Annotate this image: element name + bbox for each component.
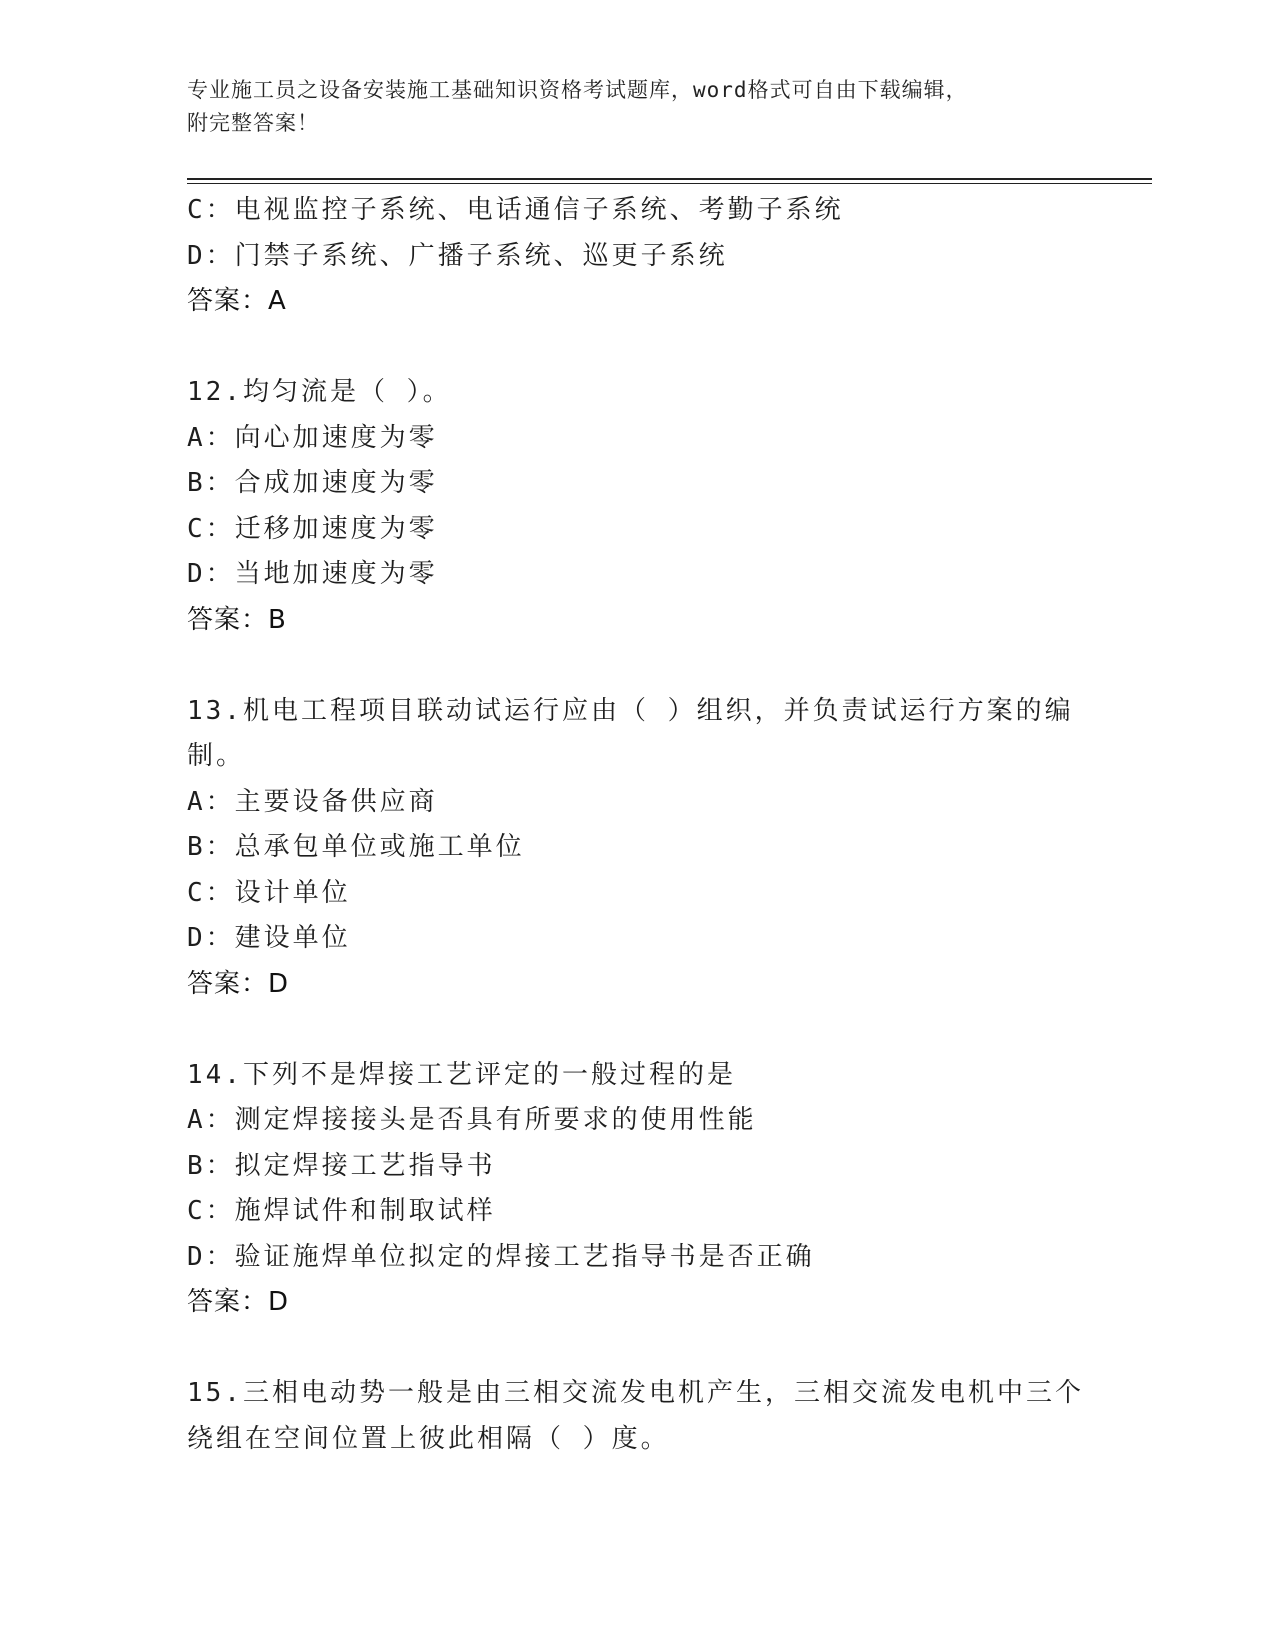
question-stem: 13.机电工程项目联动试运行应由（ ）组织，并负责试运行方案的编 [187, 695, 1074, 726]
spacer [187, 643, 1087, 689]
question-stem: 15.三相电动势一般是由三相交流发电机产生，三相交流发电机中三个 [187, 1378, 1084, 1408]
spacer [187, 1326, 1087, 1372]
header-divider-thin [187, 183, 1152, 184]
header-line-2: 附完整答案！ [187, 111, 319, 135]
option-b: B：合成加速度为零 [187, 468, 438, 498]
option-c: C：迁移加速度为零 [187, 513, 438, 544]
question-15 [187, 1371, 1087, 1462]
answer-line: 答案：D [187, 968, 290, 999]
answer-line: 答案：B [187, 604, 287, 635]
question-stem: 14.下列不是焊接工艺评定的一般过程的是 [187, 1059, 736, 1090]
spacer [187, 1007, 1087, 1053]
question-11-tail [187, 188, 1087, 325]
option-c: C：施焊试件和制取试样 [187, 1196, 496, 1226]
option-a: A：向心加速度为零 [187, 422, 438, 453]
question-list [187, 188, 1087, 1462]
question-12 [187, 370, 1087, 643]
option-c: C：设计单位 [187, 877, 351, 908]
question-14 [187, 1053, 1087, 1326]
question-stem-continued: 制。 [187, 741, 246, 771]
spacer [187, 325, 1087, 371]
option-d: D：当地加速度为零 [187, 559, 438, 589]
header-divider-thick [187, 178, 1152, 180]
option-a: A：主要设备供应商 [187, 786, 438, 817]
document-header [187, 74, 1067, 140]
answer-line: 答案：D [187, 1287, 290, 1317]
question-stem-continued: 绕组在空间位置上彼此相隔（ ）度。 [187, 1423, 670, 1454]
header-line-1: 专业施工员之设备安装施工基础知识资格考试题库，word格式可自由下载编辑， [187, 78, 968, 102]
option-b: B：拟定焊接工艺指导书 [187, 1150, 496, 1181]
question-13 [187, 689, 1087, 1008]
option-d: D：门禁子系统、广播子系统、巡更子系统 [187, 240, 728, 271]
option-c: C：电视监控子系统、电话通信子系统、考勤子系统 [187, 195, 844, 225]
question-stem: 12.均匀流是（ ）。 [187, 377, 452, 407]
option-d: D：验证施焊单位拟定的焊接工艺指导书是否正确 [187, 1241, 815, 1272]
answer-line: 答案：A [187, 286, 287, 316]
option-a: A：测定焊接接头是否具有所要求的使用性能 [187, 1105, 757, 1135]
option-b: B：总承包单位或施工单位 [187, 832, 525, 862]
option-d: D：建设单位 [187, 923, 351, 953]
